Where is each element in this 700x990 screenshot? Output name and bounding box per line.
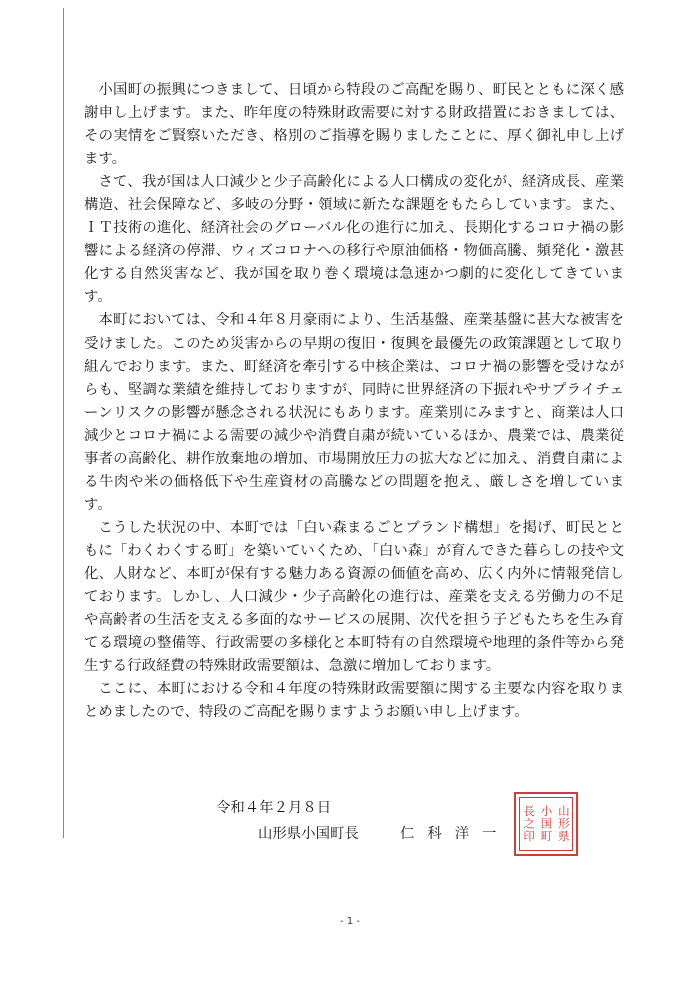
signature-title: 山形県小国町長 (258, 826, 359, 842)
paragraph-national-situation: さて、我が国は人口減少と少子高齢化による人口構成の変化が、経済成長、産業構造、社会保障など、多岐の分野・領域に新たな課題をもたらしています。また、ＩＴ技術の進化、経済社会のグローバル化の進行に加え、長期化するコロナ禍の影響による経済の停滞、ウィズコロナへの移行や原油価格・物価高騰、頻発化・激甚化する自然災害など、我が国を取り巻く環境は急速かつ劇的に変化してきています。 (84, 174, 624, 306)
paragraph-town-situation: 本町においては、令和４年８月豪雨により、生活基盤、産業基盤に甚大な被害を受けました。このため災害からの早期の復旧・復興を最優先の政策課題として取り組んでおります。また、町経済を牽引する中核企業は、コロナ禍の影響を受けながらも、堅調な業績を維持しておりますが、同時に世界経済の下振れやサプライチェーンリスクの影響が懸念される状況にもあります。産業別にみますと、商業は人口減少とコロナ禍による需要の減少や消費自粛が続いているほか、農業では、農業従事者の高齢化、耕作放棄地の増加、市場開放圧力の拡大などに加え、消費自粛による牛肉や米の価格低下や生産資材の高騰などの問題を抱え、厳しさを増しています。 (84, 312, 624, 513)
page-number: - 1 - (340, 916, 360, 927)
official-seal-frame (519, 797, 573, 851)
official-seal-stamp (514, 792, 578, 856)
signature-name: 仁科洋一 (400, 826, 510, 842)
signature-date: 令和４年２月８日 (216, 800, 332, 816)
paragraph-town-initiatives: こうした状況の中、本町では「白い森まるごとブランド構想」を掲げ、町民とともに「わくわくする町」を築いていくため、「白い森」が育んできた暮らしの技や文化、人財など、本町が保有する魅力ある資源の価値を高め、広く内外に情報発信しております。しかし、人口減少・少子高齢化の進行は、産業を支える労働力の不足や高齢者の生活を支える多面的なサービスの展開、次代を担う子どもたちを生み育てる環境の整備等、行政需要の多様化と本町特有の自然環境や地理的条件等から発生する行政経費の特殊財政需要額は、急激に増加しております。 (84, 519, 624, 675)
seal-text-column: 山形県 (556, 805, 571, 843)
seal-text-column: 小国町 (539, 805, 554, 843)
paragraph-greeting: 小国町の振興につきまして、日頃から特段のご高配を賜り、町民とともに深く感謝申し上げます。また、昨年度の特殊財政需要に対する財政措置におきましては、その実情をご賢察いただき、格別のご指導を賜りましたことに、厚く御礼申し上げます。 (84, 82, 624, 168)
paragraph-closing-request: ここに、本町における令和４年度の特殊財政需要額に関する主要な内容を取りまとめましたので、特段のご高配を賜りますようお願い申し上げます。 (84, 681, 624, 721)
seal-text-column: 長之印 (522, 805, 537, 843)
